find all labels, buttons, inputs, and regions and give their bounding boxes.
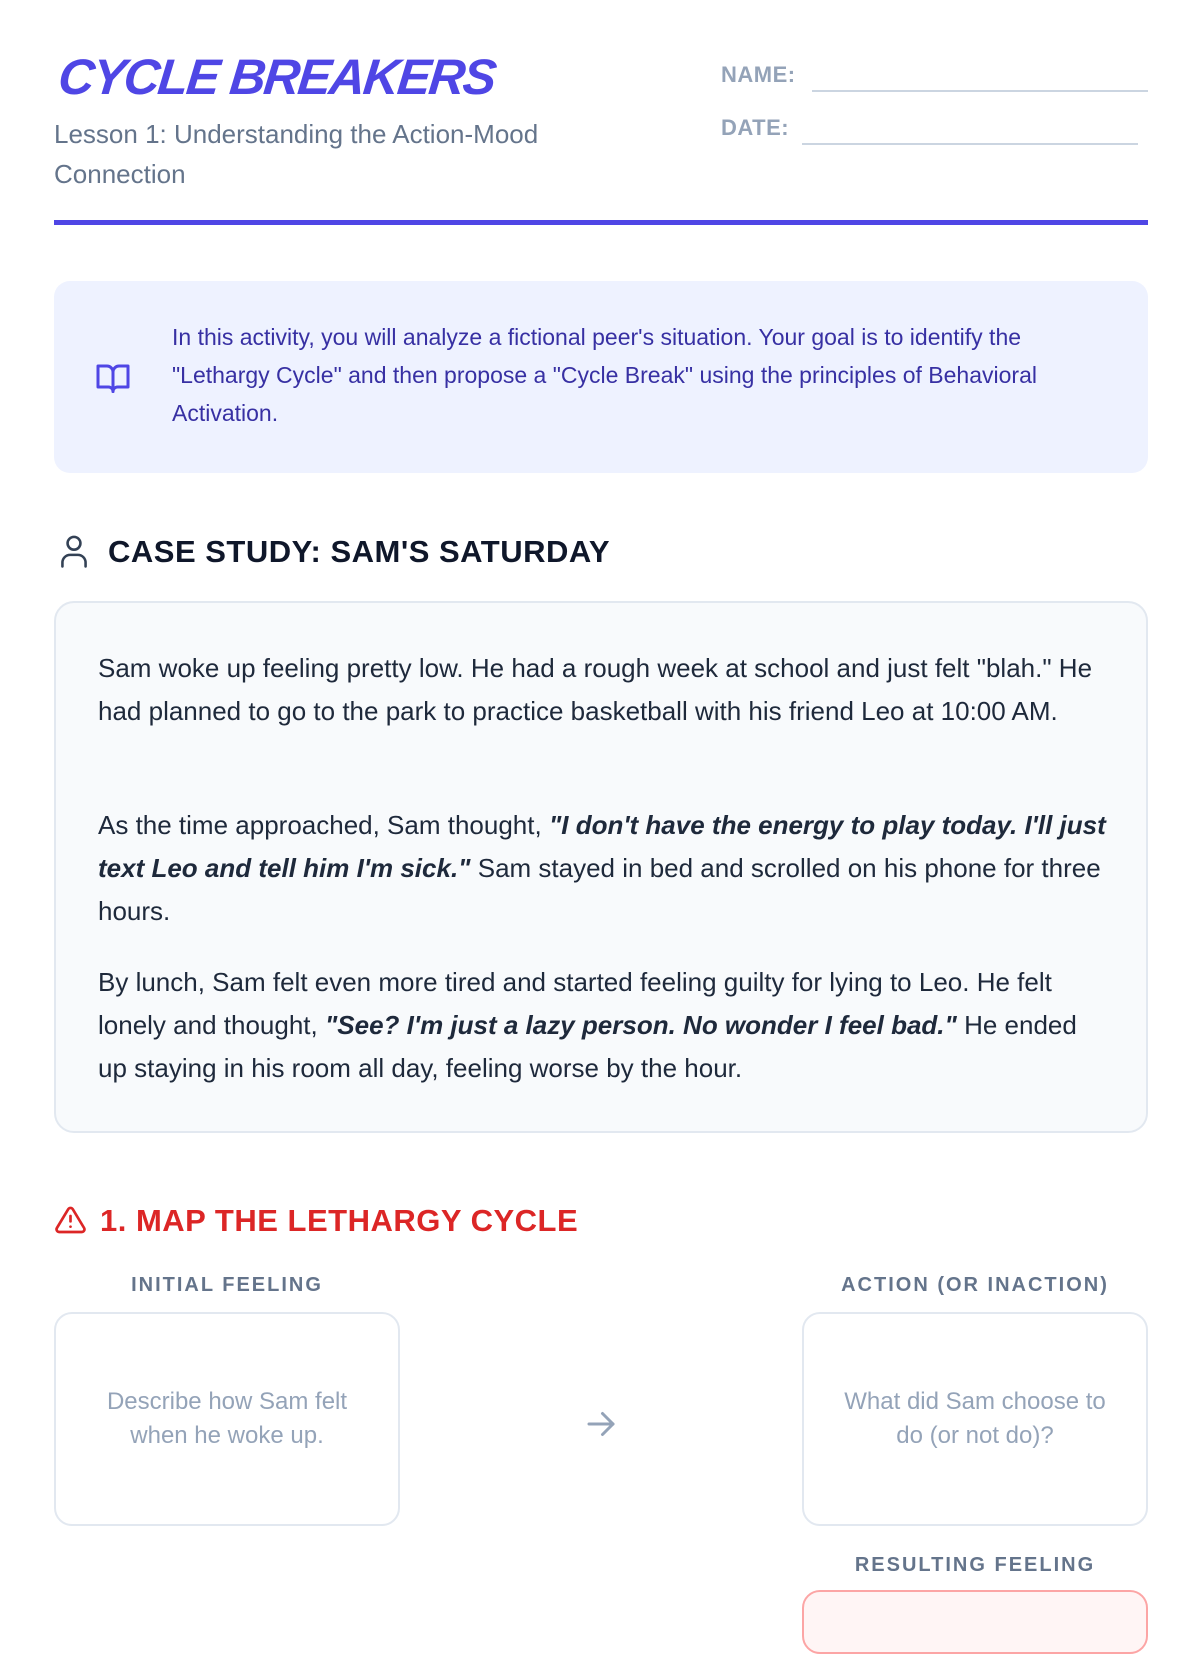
action-label: ACTION (OR INACTION) [841, 1274, 1109, 1296]
initial-feeling-placeholder: Describe how Sam felt when he woke up. [106, 1388, 348, 1449]
brand-title: CYCLE BREAKERS [55, 49, 498, 105]
sam-thought-quote: "I don't have the energy to play today. I'll just text Leo and tell him I'm sick." [98, 810, 1106, 883]
name-label: NAME: [721, 62, 796, 87]
name-field[interactable] [812, 90, 1148, 92]
case-paragraph-2: As the time approached, Sam thought, "I don't have the energy to play today. I'll just text Leo and tell him I'm sick." Sam stayed in bed and scrolled on his phone for three hours. [98, 810, 1106, 926]
lesson-title: Lesson 1: Understanding the Action-Mood Connection [54, 119, 539, 189]
instructions-text: In this activity, you will analyze a fictional peer's situation. Your goal is to identify the "Lethargy Cycle" and then propose a "Cycle Break" using the principles of Behavioral Activation. [172, 324, 1037, 426]
case-study-box [54, 601, 1148, 1133]
arrow-right-icon [582, 1406, 620, 1442]
person-icon [58, 533, 90, 569]
action-input[interactable] [802, 1312, 1148, 1526]
resulting-feeling-label: RESULTING FEELING [854, 1554, 1096, 1576]
book-icon [94, 360, 132, 396]
initial-feeling-label: INITIAL FEELING [131, 1274, 323, 1296]
action-placeholder: What did Sam choose to do (or not do)? [844, 1388, 1106, 1449]
date-label: DATE: [721, 115, 790, 140]
header-divider [54, 220, 1148, 225]
case-paragraph-1: Sam woke up feeling pretty low. He had a rough week at school and just felt "blah." He had planned to go to the park to practice basketball with his friend Leo at 10:00 AM. [98, 653, 1093, 726]
initial-feeling-input[interactable] [54, 1312, 400, 1526]
warning-icon [54, 1204, 87, 1236]
map-cycle-title: 1. MAP THE LETHARGY CYCLE [100, 1203, 579, 1238]
date-field[interactable] [802, 143, 1138, 145]
sam-self-talk-quote: "See? I'm just a lazy person. No wonder I feel bad." [324, 1010, 957, 1040]
case-paragraph-3: By lunch, Sam felt even more tired and started feeling guilty for lying to Leo. He felt lonely and thought, "See? I'm just a lazy person. No wonder I feel bad." He ended up staying in his room all day, feeling worse by the hour. [98, 967, 1077, 1083]
case-study-title: CASE STUDY: SAM'S SATURDAY [108, 534, 611, 569]
